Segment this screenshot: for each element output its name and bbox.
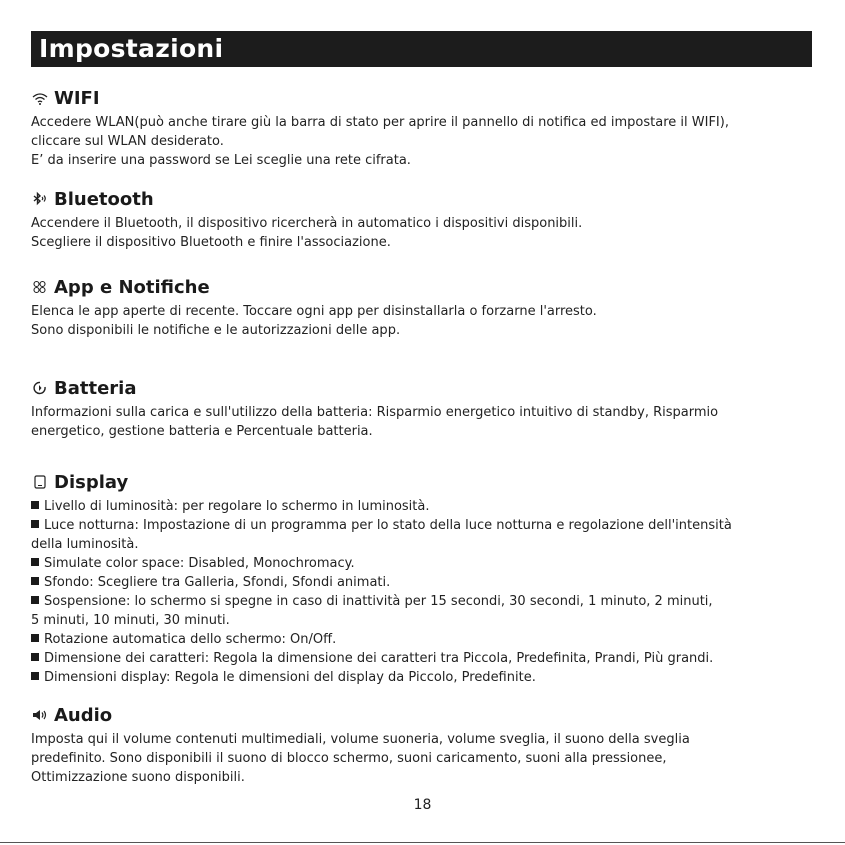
section-app-notifiche bbox=[31, 275, 821, 340]
list-item: Simulate color space: Disabled, Monochromacy. bbox=[31, 554, 821, 573]
section-batteria bbox=[31, 376, 821, 441]
list-item: Dimensione dei caratteri: Regola la dimensione dei caratteri tra Piccola, Predefinita, Prandi, Più grandi. bbox=[31, 649, 821, 668]
section-body: Accedere WLAN(può anche tirare giù la barra di stato per aprire il pannello di notifica ed impostare il WIFI), cliccare sul WLAN desiderato. E’ da inserire una password se Lei sceglie una rete cifrata. bbox=[31, 115, 729, 168]
display-icon bbox=[31, 473, 49, 491]
section-heading: Batteria bbox=[31, 376, 821, 400]
section-heading: Display bbox=[31, 470, 821, 494]
list-item: Luce notturna: Impostazione di un programma per lo stato della luce notturna e regolazione dell'intensità bbox=[31, 516, 821, 535]
bottom-divider bbox=[0, 842, 845, 843]
section-body: Accendere il Bluetooth, il dispositivo ricercherà in automatico i dispositivi disponibili. Scegliere il dispositivo Bluetooth e finire l'associazione. bbox=[31, 216, 583, 250]
page-title-bar bbox=[31, 31, 812, 67]
page-number: 18 bbox=[413, 797, 432, 813]
list-item: Dimensioni display: Regola le dimensioni del display da Piccolo, Predefinite. bbox=[31, 668, 821, 687]
bluetooth-icon bbox=[31, 190, 49, 208]
section-body: Elenca le app aperte di recente. Toccare ogni app per disinstallarla o forzarne l'arresto. Sono disponibili le notifiche e le autorizzazioni delle app. bbox=[31, 304, 597, 338]
section-audio bbox=[31, 703, 821, 787]
battery-icon bbox=[31, 379, 49, 397]
speaker-icon bbox=[31, 706, 49, 724]
section-body: Livello di luminosità: per regolare lo schermo in luminosità. Luce notturna: Impostazione di un programma per lo stato della luce notturna e regolazione dell'intensità della luminosità. Simulate color space: Disabled, Monochromacy. Sfondo: Scegliere tra Galleria, Sfondi, Sfondi animati. Sospensione: lo schermo si spegne in caso di inattività per 15 secondi, 30 secondi, 1 minuto, 2 minuti, 5 minuti, 10 minuti, 30 minuti. Rotazione automatica dello schermo: On/Off. Dimensione dei caratteri: Regola la dimensione dei caratteri tra Piccola, Predefinita, Prandi, Più grandi. Dimensioni display: Regola le dimensioni del display da Piccolo, Predefinite. bbox=[31, 497, 821, 687]
list-item: Rotazione automatica dello schermo: On/Off. bbox=[31, 630, 821, 649]
list-item: Sfondo: Scegliere tra Galleria, Sfondi, Sfondi animati. bbox=[31, 573, 821, 592]
section-heading: App e Notifiche bbox=[31, 275, 821, 299]
section-display bbox=[31, 470, 821, 687]
apps-grid-icon bbox=[31, 278, 49, 296]
wifi-icon bbox=[31, 89, 49, 107]
section-wifi bbox=[31, 86, 821, 170]
section-heading: WIFI bbox=[31, 86, 821, 110]
list-item: Sospensione: lo schermo si spegne in caso di inattività per 15 secondi, 30 secondi, 1 minuto, 2 minuti, bbox=[31, 592, 821, 611]
section-bluetooth bbox=[31, 187, 821, 252]
section-heading: Bluetooth bbox=[31, 187, 821, 211]
page-title: Impostazioni bbox=[39, 34, 224, 63]
list-item: Livello di luminosità: per regolare lo schermo in luminosità. bbox=[31, 497, 821, 516]
section-body: Informazioni sulla carica e sull'utilizzo della batteria: Risparmio energetico intuitivo di standby, Risparmio energetico, gestione batteria e Percentuale batteria. bbox=[31, 405, 719, 439]
section-heading: Audio bbox=[31, 703, 821, 727]
section-body: Imposta qui il volume contenuti multimediali, volume suoneria, volume sveglia, il suono della sveglia predefinito. Sono disponibili il suono di blocco schermo, suoni caricamento, suoni alla pressionee, Ottimizzazione suono disponibili. bbox=[31, 732, 690, 785]
